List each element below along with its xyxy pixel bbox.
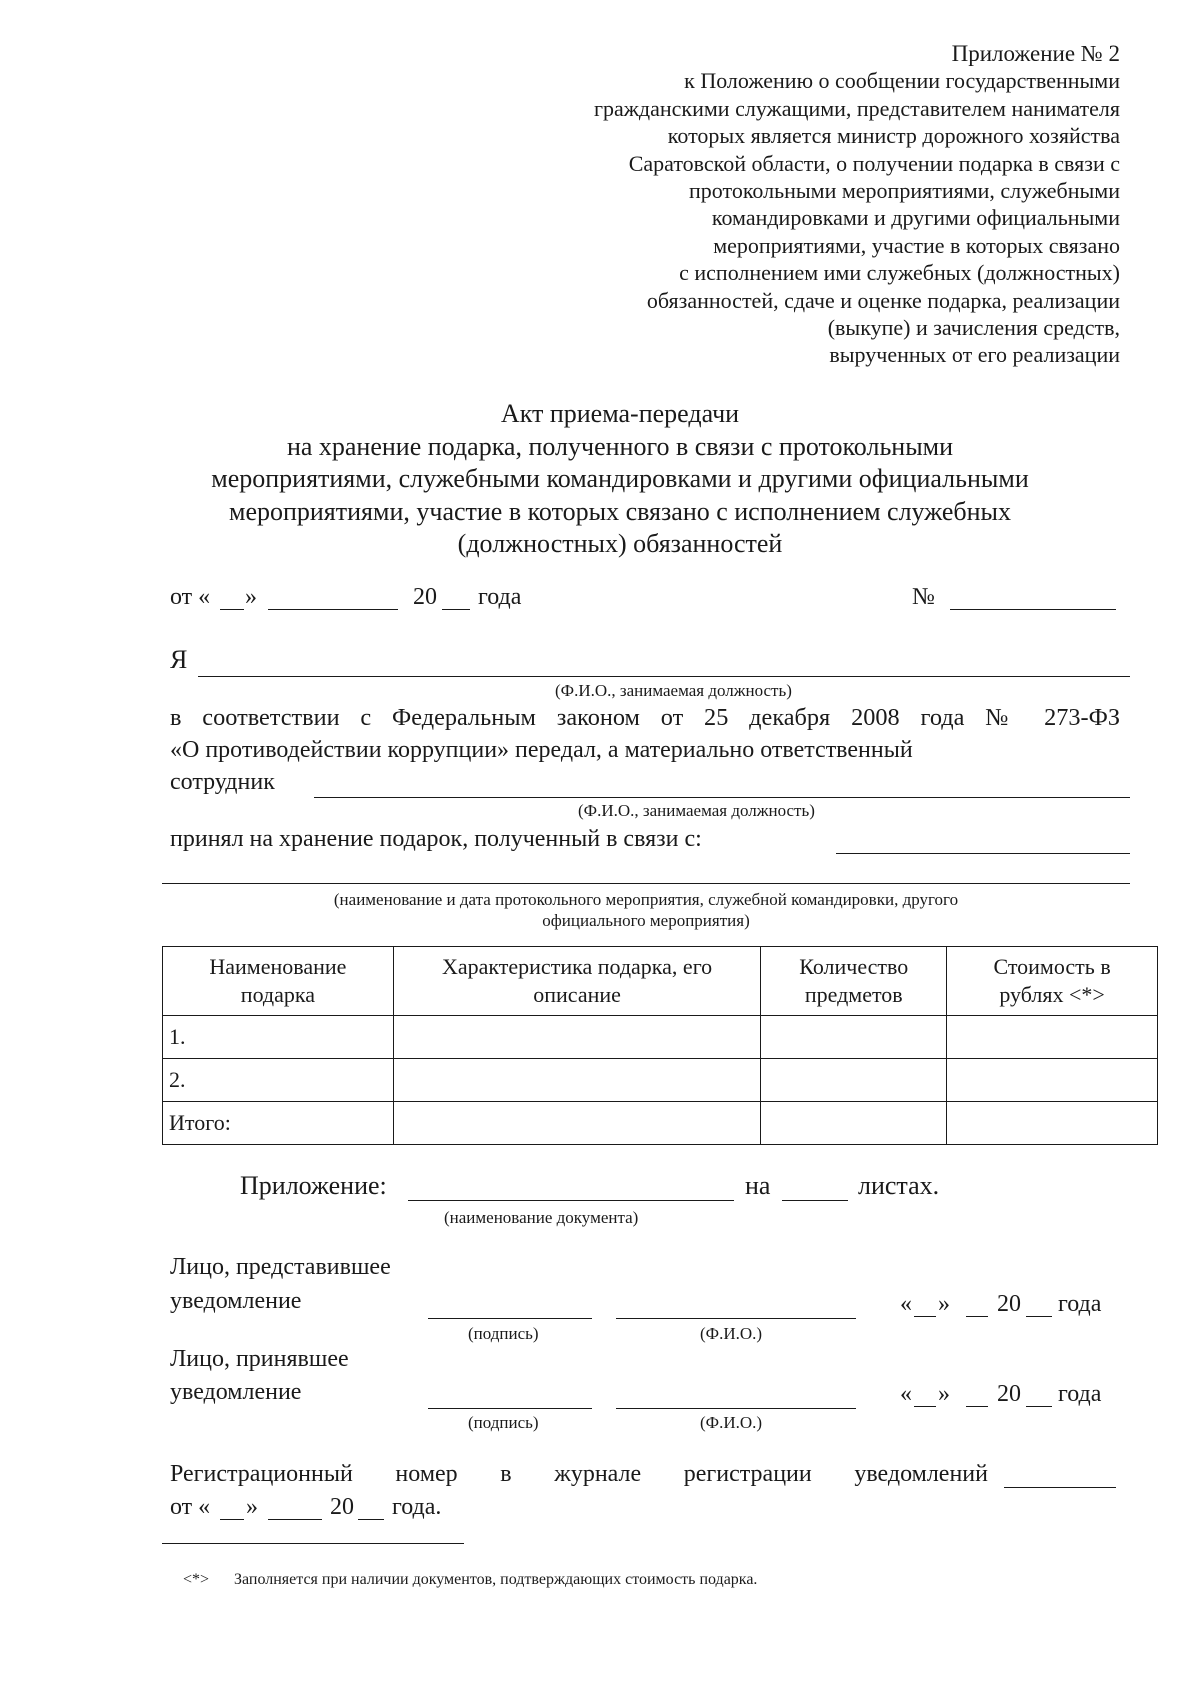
fio-caption: (Ф.И.О., занимаемая должность)	[555, 681, 792, 700]
fio-2-caption: (Ф.И.О.)	[700, 1413, 763, 1432]
header-text: Характеристика подарка, его	[441, 954, 713, 979]
appendix-line: которых является министр дорожного хозяйства	[667, 123, 1120, 149]
footnote-separator	[162, 1543, 464, 1544]
act-number-field[interactable]	[950, 609, 1116, 610]
title-line: на хранение подарка, полученного в связи с протокольными	[286, 431, 954, 461]
event-field-2[interactable]	[162, 883, 1130, 884]
attachment-label: Приложение:	[240, 1171, 387, 1200]
table-header-row	[163, 947, 1158, 1016]
law-line-2: «О противодействии коррупции» передал, а материально ответственный	[170, 737, 913, 763]
title-line: мероприятиями, служебными командировками и другими официальными	[211, 464, 1029, 493]
attachment-on: на	[745, 1171, 771, 1200]
appendix-line: протокольными мероприятиями, служебными	[689, 178, 1120, 204]
appendix-line: обязанностей, сдаче и оценке подарка, реализации	[646, 287, 1120, 313]
reg-month-field[interactable]	[268, 1519, 322, 1520]
sig-1-month-field[interactable]	[966, 1316, 988, 1317]
signer-2-line-1: Лицо, принявшее	[170, 1346, 349, 1372]
appendix-line: с исполнением ими служебных (должностных)	[679, 260, 1120, 286]
reg-from-close: »	[246, 1494, 258, 1520]
table-cell[interactable]	[393, 1059, 761, 1102]
sig-1-year-field[interactable]	[1026, 1316, 1052, 1317]
footnote-mark: <*>	[183, 1571, 210, 1588]
sig-1-year: 20	[997, 1291, 1021, 1317]
attachment-sheets-field[interactable]	[782, 1200, 848, 1201]
table-cell[interactable]	[947, 1016, 1158, 1059]
document-title	[160, 398, 1080, 561]
registration-line: Регистрационный номер в журнале регистрации уведомлений	[170, 1461, 988, 1487]
reg-year-word: года.	[392, 1494, 442, 1520]
signature-2-field[interactable]	[428, 1408, 592, 1409]
title-line: Акт приема-передачи	[500, 399, 740, 428]
day-field[interactable]	[220, 609, 244, 610]
signer-1-line-1: Лицо, представившее	[170, 1254, 391, 1280]
receiver-fio-field[interactable]	[314, 797, 1130, 798]
appendix-line: (выкупе) и зачисления средств,	[827, 315, 1120, 341]
appendix-line: командировками и другими официальными	[711, 205, 1120, 231]
year-suffix: года	[478, 584, 522, 610]
sig-2-year: 20	[997, 1381, 1021, 1407]
event-caption-1: (наименование и дата протокольного мероприятия, служебной командировки, другого	[333, 890, 959, 909]
header-text: предметов	[804, 982, 903, 1007]
month-field[interactable]	[268, 609, 398, 610]
fio-1-field[interactable]	[616, 1318, 856, 1319]
header-text: Стоимость в	[993, 954, 1111, 979]
appendix-line: Приложение № 2	[951, 41, 1120, 66]
table-cell[interactable]	[761, 1102, 947, 1145]
employee-label: сотрудник	[170, 769, 275, 795]
table-cell[interactable]	[393, 1102, 761, 1145]
header-quantity	[761, 947, 947, 1016]
reg-year: 20	[330, 1494, 354, 1520]
date-from-prefix: от «	[170, 584, 211, 610]
sig-2-date-open: «	[900, 1381, 912, 1407]
header-gift-name	[163, 947, 394, 1016]
header-text: описание	[533, 982, 621, 1007]
sig-2-year-field[interactable]	[1026, 1406, 1052, 1407]
year-field[interactable]	[442, 609, 470, 610]
fio-1-caption: (Ф.И.О.)	[700, 1324, 763, 1343]
appendix-line: Саратовской области, о получении подарка в связи с	[628, 150, 1120, 176]
signer-1-line-2: уведомление	[170, 1288, 302, 1314]
row-label[interactable]: Итого:	[163, 1102, 394, 1145]
reg-from-prefix: от «	[170, 1494, 211, 1520]
attachment-caption: (наименование документа)	[444, 1208, 639, 1227]
header-text: Наименование	[209, 954, 347, 979]
gift-table	[162, 946, 1158, 1145]
i-label: Я	[170, 645, 188, 674]
row-label[interactable]: 2.	[163, 1059, 394, 1102]
sig-2-month-field[interactable]	[966, 1406, 988, 1407]
title-line: мероприятиями, участие в которых связано с исполнением служебных	[228, 496, 1011, 526]
year-prefix: 20	[413, 584, 437, 610]
sig-2-year-word: года	[1058, 1381, 1102, 1407]
table-cell[interactable]	[761, 1016, 947, 1059]
reg-day-field[interactable]	[220, 1519, 244, 1520]
event-caption-2: официального мероприятия)	[542, 911, 750, 930]
appendix-header	[520, 40, 1120, 369]
header-cost	[947, 947, 1158, 1016]
fio-caption-2: (Ф.И.О., занимаемая должность)	[578, 801, 815, 820]
appendix-line: вырученных от его реализации	[829, 342, 1120, 368]
signature-2-caption: (подпись)	[468, 1413, 539, 1432]
attachment-sheets: листах.	[858, 1171, 940, 1200]
sig-2-date-close: »	[938, 1381, 950, 1407]
signature-1-caption: (подпись)	[468, 1324, 539, 1343]
appendix-line: гражданскими служащими, представителем нанимателя	[593, 95, 1120, 121]
table-cell[interactable]	[947, 1059, 1158, 1102]
table-row-total	[163, 1102, 1158, 1145]
signer-2-line-2: уведомление	[170, 1379, 302, 1405]
number-sign: №	[912, 584, 935, 610]
table-row	[163, 1059, 1158, 1102]
date-from-close: »	[245, 584, 257, 610]
attachment-doc-field[interactable]	[408, 1200, 734, 1201]
accepted-line: принял на хранение подарок, полученный в связи с:	[170, 826, 702, 852]
reg-year-field[interactable]	[358, 1519, 384, 1520]
table-cell[interactable]	[393, 1016, 761, 1059]
event-field-1[interactable]	[836, 853, 1130, 854]
signature-1-field[interactable]	[428, 1318, 592, 1319]
title-line: (должностных) обязанностей	[457, 529, 783, 558]
table-cell[interactable]	[761, 1059, 947, 1102]
footnote-text: Заполняется при наличии документов, подтверждающих стоимость подарка.	[234, 1571, 758, 1588]
registration-number-field[interactable]	[1004, 1487, 1116, 1488]
law-line-1: в соответствии с Федеральным законом от 25 декабря 2008 года № 273-ФЗ	[170, 704, 1120, 731]
header-text: рублях <*>	[999, 982, 1105, 1007]
sig-1-year-word: года	[1058, 1291, 1102, 1317]
table-row	[163, 1016, 1158, 1059]
transferor-fio-field[interactable]	[198, 676, 1130, 677]
header-gift-description	[393, 947, 761, 1016]
row-label[interactable]: 1.	[163, 1016, 394, 1059]
appendix-line: к Положению о сообщении государственными	[684, 68, 1120, 94]
sig-2-day-field[interactable]	[914, 1406, 936, 1407]
fio-2-field[interactable]	[616, 1408, 856, 1409]
sig-1-date-open: «	[900, 1291, 912, 1317]
sig-1-day-field[interactable]	[914, 1316, 936, 1317]
header-text: Количество	[799, 954, 909, 979]
header-text: подарка	[240, 982, 316, 1007]
sig-1-date-close: »	[938, 1291, 950, 1317]
appendix-line: мероприятиями, участие в которых связано	[713, 232, 1120, 258]
table-cell[interactable]	[947, 1102, 1158, 1145]
